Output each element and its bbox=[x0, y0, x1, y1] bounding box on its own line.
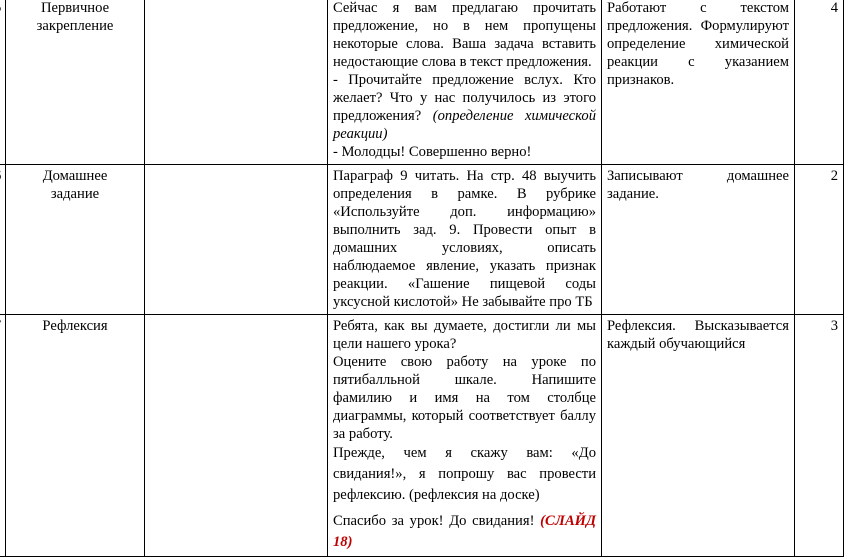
table-row bbox=[0, 165, 844, 315]
stage-cell bbox=[6, 315, 145, 557]
stage-name: Рефлексия bbox=[42, 318, 108, 334]
stage-name-line2: закрепление bbox=[36, 18, 114, 34]
teacher-activity-cell bbox=[328, 315, 602, 557]
score-cell: 4 bbox=[795, 0, 844, 165]
teacher-text: - Молодцы! Совершенно верно! bbox=[333, 144, 532, 160]
stage-cell bbox=[6, 0, 145, 165]
teacher-text: Сейчас я вам предлагаю прочитать предложение, но в нем пропущены некоторые слова. Ваша задача вставить недостающие слова в текст предложения. bbox=[333, 0, 596, 70]
score-cell: 3 bbox=[795, 315, 844, 557]
empty-cell bbox=[145, 315, 328, 557]
teacher-text-italic: (определение химической реакции) bbox=[333, 108, 596, 142]
teacher-text bbox=[333, 511, 596, 553]
table-row bbox=[0, 315, 844, 557]
student-activity-cell: Работают с текстом предложения. Формулируют определение химической реакции с указанием признаков. bbox=[602, 0, 795, 165]
table-row bbox=[0, 0, 844, 165]
teacher-activity-cell bbox=[328, 0, 602, 165]
stage-name: Домашнее bbox=[42, 168, 108, 184]
score-cell: 2 bbox=[795, 165, 844, 315]
student-activity-cell: Рефлексия. Высказывается каждый обучающийся bbox=[602, 315, 795, 557]
empty-cell bbox=[145, 165, 328, 315]
slide-reference: (СЛАЙД 18) bbox=[333, 513, 596, 550]
stage-name-line2: задание bbox=[50, 186, 100, 202]
teacher-text bbox=[333, 71, 596, 143]
teacher-text: Прежде, чем я скажу вам: «До свидания!», я попрошу вас провести рефлексию. (рефлексия на доске) bbox=[333, 445, 596, 503]
teacher-activity-cell: Параграф 9 читать. На стр. 48 выучить определения в рамке. В рубрике «Используйте доп. информацию» выполнить зад. 9. Провести опыт в домашних условиях, описать наблюдаемое явление, указать признак реакции. «Гашение пищевой соды уксусной кислотой» Не забывайте про ТБ bbox=[328, 165, 602, 315]
teacher-text-plain: - Прочитайте предложение вслух. Кто желает? Что у нас получилось из этого предложения? bbox=[333, 72, 596, 124]
student-activity-cell: Записывают домашнее задание. bbox=[602, 165, 795, 315]
empty-cell bbox=[145, 0, 328, 165]
teacher-text-plain: Спасибо за урок! До свидания! bbox=[333, 513, 541, 529]
teacher-text: Ребята, как вы думаете, достигли ли мы цели нашего урока? bbox=[333, 318, 596, 352]
teacher-text: Оцените свою работу на уроке по пятибалльной шкале. Напишите фамилию и имя на том столбце диаграммы, который соответствует баллу за работу. bbox=[333, 354, 596, 442]
stage-cell bbox=[6, 165, 145, 315]
stage-name: Первичное bbox=[40, 0, 110, 16]
